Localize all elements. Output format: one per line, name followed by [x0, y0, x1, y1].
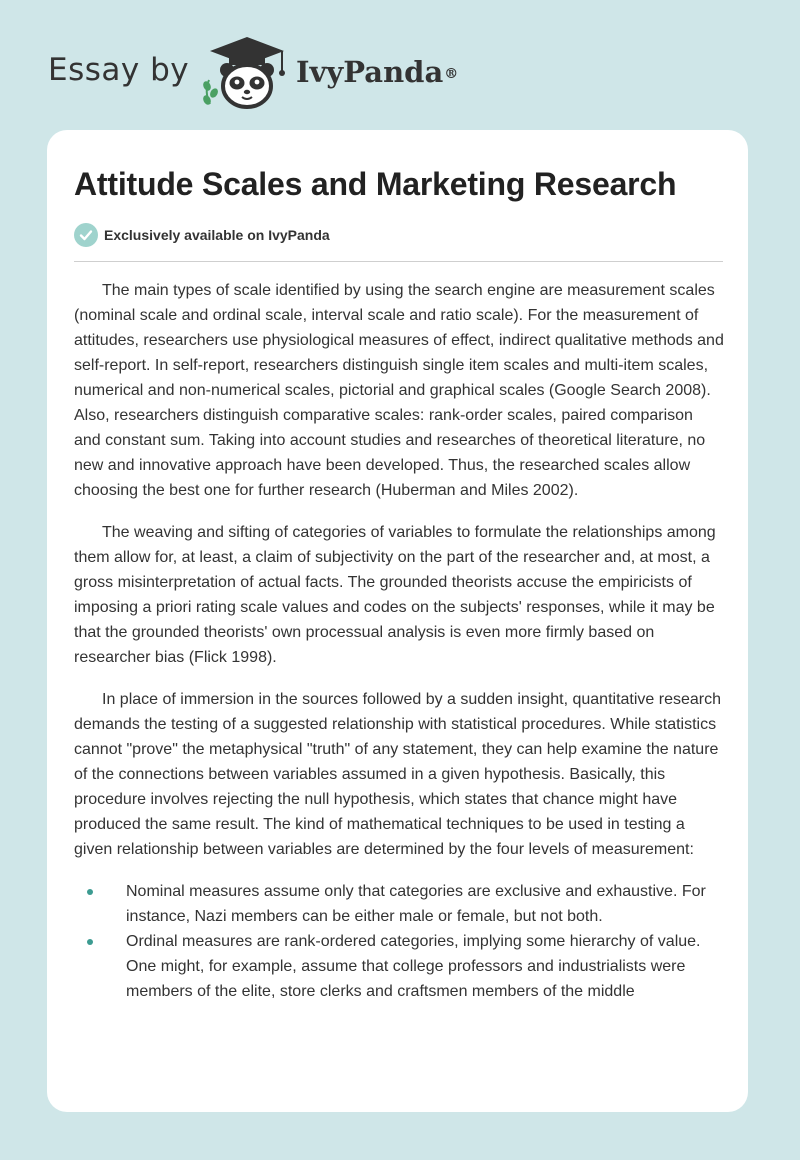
essay-card: [47, 130, 748, 1112]
essay-body: [74, 278, 724, 1004]
measurement-levels-list: [74, 879, 724, 1004]
panda-logo-icon[interactable]: [202, 34, 292, 110]
bullet-dot-icon: [87, 939, 93, 945]
check-circle-icon: [74, 223, 98, 247]
list-item: [74, 929, 724, 1004]
paragraph: In place of immersion in the sources followed by a sudden insight, quantitative research demands the testing of a suggested relationship with statistical procedures. While statistics cannot "prove" the metaphysical "truth" of any statement, they can help examine the nature of the connections between variables assumed in a given hypothesis. Basically, this procedure involves rejecting the null hypothesis, which states that chance might have produced the same result. The kind of mathematical techniques to be used in testing a given relationship between variables are determined by the four levels of measurement:: [74, 691, 722, 858]
brand-label: IvyPanda: [296, 55, 444, 89]
exclusive-badge: [74, 222, 330, 248]
exclusive-label: Exclusively available on IvyPanda: [104, 227, 330, 243]
site-header: [0, 0, 800, 130]
essay-by-label: Essay by: [48, 52, 190, 88]
bullet-dot-icon: [87, 889, 93, 895]
list-item: [74, 879, 724, 929]
brand-name[interactable]: [296, 54, 458, 90]
paragraph: The main types of scale identified by using the search engine are measurement scales (nominal scale and ordinal scale, interval scale and ratio scale). For the measurement of attitudes, researchers use physiological measures of effect, indirect qualitative methods and self-report. In self-report, researchers distinguish single item scales and multi-item scales, numerical and non-numerical scales, pictorial and graphical scales (Google Search 2008). Also, researchers distinguish comparative scales: rank-order scales, paired comparison and constant sum. Taking into account studies and researches of theoretical literature, no new and innovative approach have been developed. Thus, the researched scales allow choosing the best one for further research (Huberman and Miles 2002).: [74, 282, 724, 499]
title-divider: [74, 261, 723, 262]
list-item-text: Nominal measures assume only that categories are exclusive and exhaustive. For instance, Nazi members can be either male or female, but not both.: [126, 883, 706, 925]
list-item-text: Ordinal measures are rank-ordered categories, implying some hierarchy of value. One might, for example, assume that college professors and industrialists were members of the elite, store clerks and craftsmen members of the middle: [126, 933, 701, 1000]
essay-title: Attitude Scales and Marketing Research: [74, 166, 677, 202]
registered-mark: ®: [444, 66, 459, 82]
paragraph: The weaving and sifting of categories of variables to formulate the relationships among them allow for, at least, a claim of subjectivity on the part of the researcher and, at most, a gross misinterpretation of actual facts. The grounded theorists accuse the empiricists of imposing a priori rating scale values and codes on the subjects' responses, while it may be that the grounded theorists' own processual analysis is even more firmly based on researcher bias (Flick 1998).: [74, 524, 716, 666]
